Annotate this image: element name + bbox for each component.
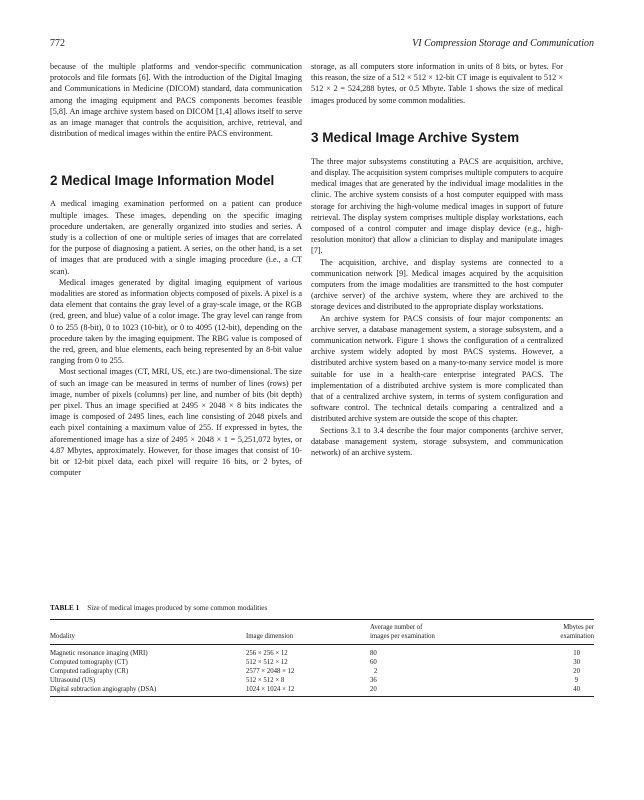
table-header-row xyxy=(50,632,594,645)
section-heading-3: 3 Medical Image Archive System xyxy=(311,129,520,145)
right-column xyxy=(311,61,563,458)
table-row xyxy=(50,676,594,685)
cell-dimension: 512 × 512 × 8 xyxy=(246,677,285,684)
cell-mbytes: 40 xyxy=(496,685,594,697)
cell-modality: Digital subtraction angiography (DSA) xyxy=(50,685,246,697)
table-row xyxy=(50,658,594,667)
cell-mbytes: 9 xyxy=(574,677,578,684)
cell-avg: 80 xyxy=(370,650,377,657)
cell-modality: Computed tomography (CT) xyxy=(50,659,128,666)
running-title: VI Compression Storage and Communication xyxy=(412,38,594,49)
cell-modality: Computed radiography (CR) xyxy=(50,668,129,675)
header-avg-line2: images per examination xyxy=(370,632,496,645)
cell-dimension: 256 × 256 × 12 xyxy=(246,650,288,657)
table-row xyxy=(50,685,594,697)
table-header-row xyxy=(50,620,594,633)
cell-mbytes: 20 xyxy=(573,668,580,675)
header-dimension: Image dimension xyxy=(246,632,370,645)
body-paragraph: An archive system for PACS consists of four major components: an archive server, a database management system, a storage subsystem, and a communication network. Figure 1 shows the configuration of a centralized archive system widely adopted by most PACS systems. However, a distributed archive system based on a many-to-many service model is more suitable for use in a health-care enterprise integrated PACS. The implementation of a distributed archive system is more complicated than that of a centralized archive system, in terms of system configuration and software control. The technical details comparing a centralized and a distributed archive system are outside the scope of this chapter. xyxy=(311,313,563,424)
cell-dimension: 512 × 512 × 12 xyxy=(246,659,288,666)
cell-avg: 2 xyxy=(374,668,378,675)
table-1 xyxy=(50,603,594,697)
body-paragraph: Most sectional images (CT, MRI, US, etc.) are two-dimensional. The size of such an image can be measured in terms of number of lines (rows) per image, number of pixels (columns) per line, and number of bits (bit depth) per pixel. Thus an image specified at 2495 × 2048 × 8 bits indicates the image is composed of 2495 lines, each line consisting of 2048 pixels and each pixel containing a maximum value of 255. If expressed in bytes, the aforementioned image has a size of 2495 × 2048 × 1 = 5,251,072 bytes, or 4.87 Mbytes, approximately. However, for those images that consist of 10-bit or 12-bit pixel data, each pixel will require 16 bits, or 2 bytes, of computer xyxy=(50,367,302,478)
section-heading-2: 2 Medical Image Information Model xyxy=(50,173,275,189)
body-paragraph: Sections 3.1 to 3.4 describe the four major components (archive server, database management system, storage subsystem, and communication network) of an archive system. xyxy=(311,425,563,458)
body-paragraph: A medical imaging examination performed on a patient can produce multiple images. These images, depending on the specific imaging procedure undertaken, are generally organized into studies and series. A study is a collection of one or multiple series of images that are correlated for the purpose of diagnosing a patient. A series, on the other hand, is a set of images that are produced with a single imaging procedure (i.e., a CT scan). xyxy=(50,199,302,276)
cell-dimension: 1024 × 1024 × 12 xyxy=(246,685,370,697)
continued-paragraph: storage, as all computers store information in units of 8 bits, or bytes. For this reason, the size of a 512 × 512 × 12-bit CT image is equivalent to 512 × 512 × 2 = 524,288 bytes, or 0.5 Mbyte. Table 1 shows the size of medical images produced by some common modalities. xyxy=(311,62,563,105)
table-label: TABLE 1 xyxy=(50,604,80,612)
left-column xyxy=(50,61,302,479)
cell-mbytes: 10 xyxy=(573,650,580,657)
modalities-table xyxy=(50,619,594,697)
table-caption-text: Size of medical images produced by some common modalities xyxy=(87,604,268,612)
cell-dimension: 2577 × 2048 × 12 xyxy=(246,668,295,675)
cell-avg: 36 xyxy=(370,677,377,684)
cell-modality: Ultrasound (US) xyxy=(50,677,96,684)
cell-avg: 20 xyxy=(370,685,496,697)
cell-avg: 60 xyxy=(370,659,377,666)
body-paragraph: The acquisition, archive, and display systems are connected to a communication network [9]. Medical images acquired by the acquisition computers from the image modalities are transmitted to the host computer (archive server) of the archive system, where they are archived to the storage devices and distributed to the appropriate display workstations. xyxy=(311,257,563,312)
header-avg-line1: Average number of xyxy=(370,620,496,633)
header-mbytes-line2: examination xyxy=(496,632,594,645)
continued-paragraph: because of the multiple platforms and vendor-specific communication protocols and file formats [6]. With the introduction of the Digital Imaging and Communications in Medicine (DICOM) standard, data communication among the imaging equipment and PACS components becomes feasible [5,8]. An image archive system based on DICOM [1,4] allows itself to serve as an image manager that controls the acquisition, archive, retrieval, and distribution of medical images within the entire PACS environment. xyxy=(50,62,302,139)
body-paragraph: Medical images generated by digital imaging equipment of various modalities are stored as information objects composed of pixels. A pixel is a data element that contains the gray level of a gray-scale image, or the RGB (red, green, and blue) value of a color image. The gray level can range from 0 to 255 (8-bit), 0 to 1023 (10-bit), or 0 to 4095 (12-bit), depending on the procedure taken by the imaging equipment. The RBG value is composed of the red, green, and blue elements, each being represented by an 8-bit value ranging from 0 to 255. xyxy=(50,277,302,366)
cell-mbytes: 30 xyxy=(573,659,580,666)
table-row xyxy=(50,667,594,676)
table-row xyxy=(50,645,594,659)
table-caption xyxy=(50,603,594,613)
header-modality: Modality xyxy=(50,632,246,645)
cell-modality: Magnetic resonance imaging (MRI) xyxy=(50,650,148,657)
body-paragraph: The three major subsystems constituting a PACS are acquisition, archive, and display. The acquisition system comprises multiple computers to acquire medical images that are generated by the individual image modalities in the clinic. The archive system consists of a host computer equipped with mass storage for archiving the high-volume medical images in support of future retrieval. The display system comprises multiple display workstations, each composed of a control computer and image display device (e.g., high-resolution monitor) that allow a clinician to display and manipulate images [7]. xyxy=(311,156,563,256)
header-mbytes-line1: Mbytes per xyxy=(496,620,594,633)
page-number: 772 xyxy=(50,38,65,49)
